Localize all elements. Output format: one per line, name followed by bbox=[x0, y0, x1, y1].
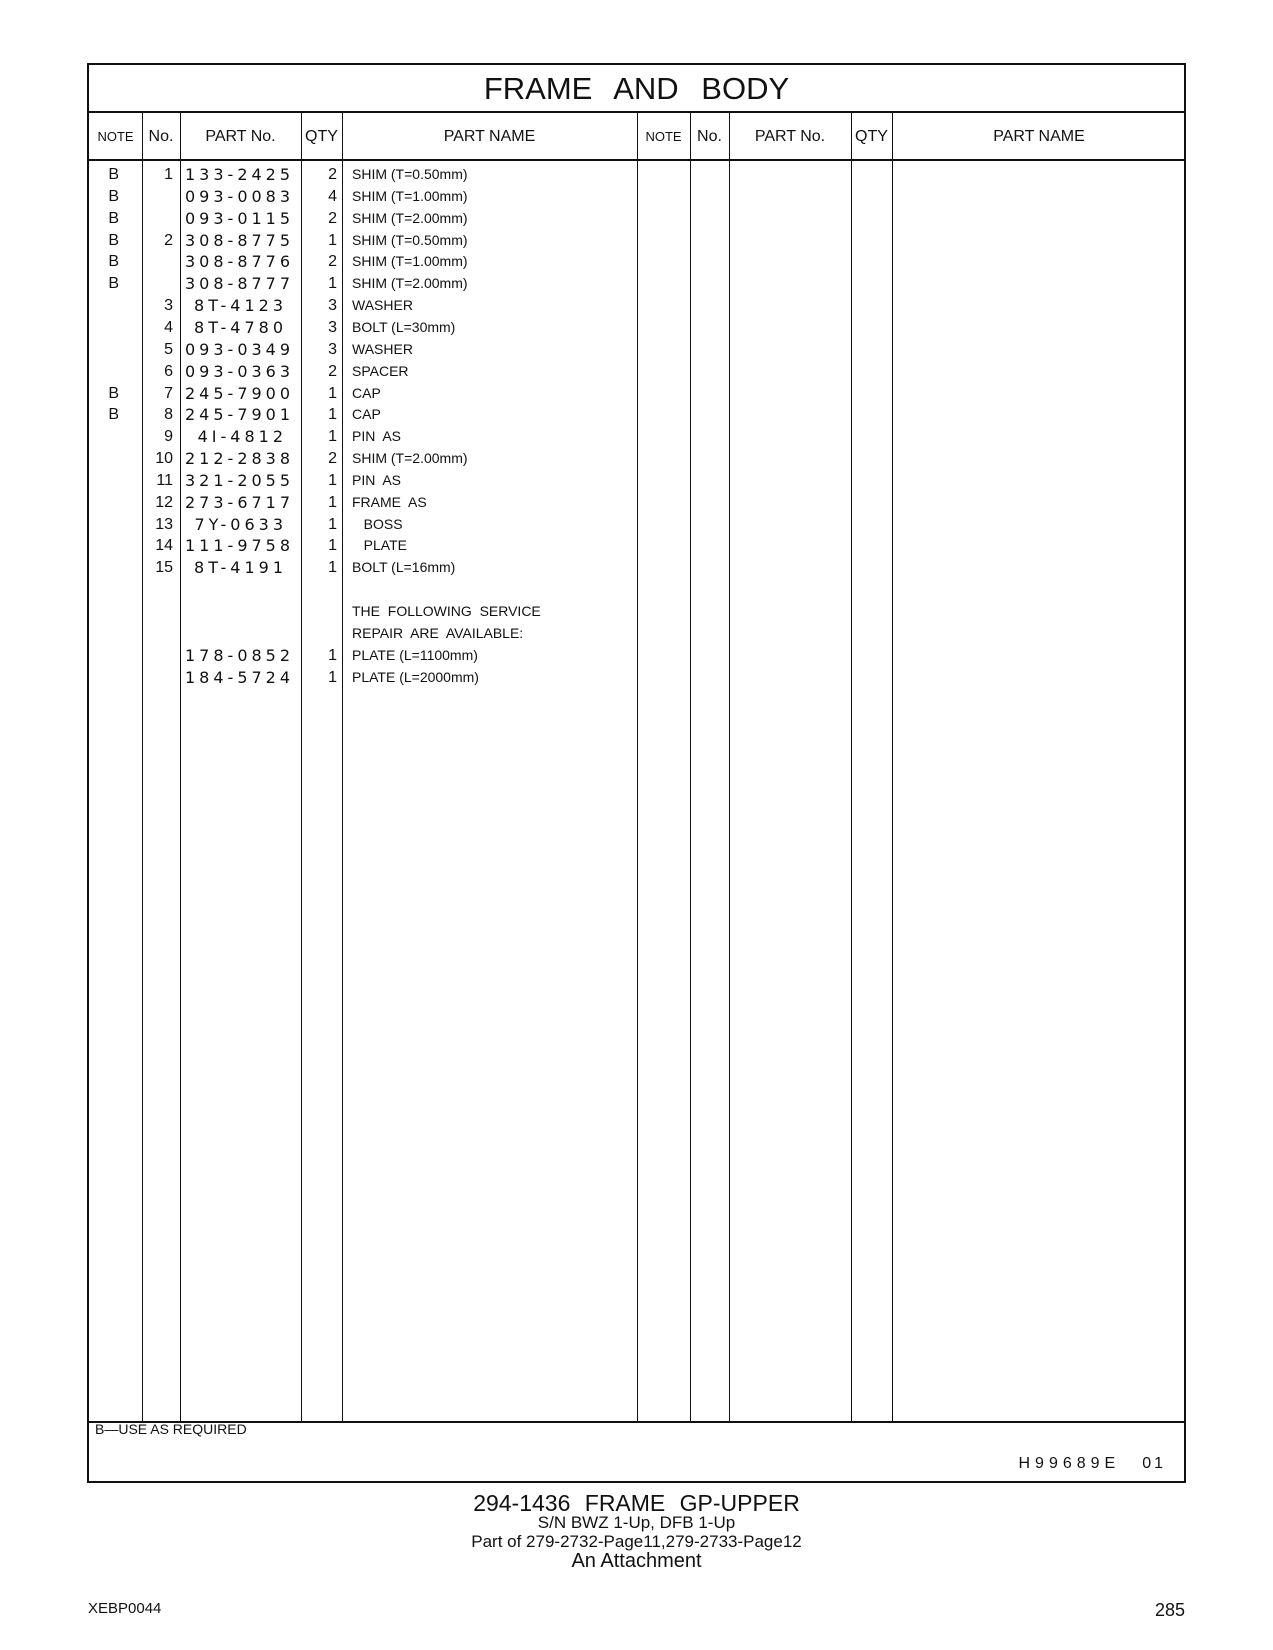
row-part-no: 093-0349 bbox=[185, 340, 295, 359]
row-part-no: 245-7900 bbox=[185, 384, 295, 403]
row-name: CAP bbox=[352, 385, 381, 401]
row-part-no: 133-2425 bbox=[185, 165, 295, 184]
row-name: SHIM (T=1.00mm) bbox=[352, 253, 468, 269]
column-divider bbox=[301, 113, 302, 1423]
row-name: WASHER bbox=[352, 297, 413, 313]
row-qty bbox=[317, 622, 337, 645]
row-qty: 3 bbox=[328, 341, 337, 358]
row-no bbox=[147, 272, 173, 295]
row-name: BOLT (L=16mm) bbox=[352, 559, 456, 575]
row-qty: 1 bbox=[328, 669, 337, 686]
row-part-no: 093-0115 bbox=[185, 209, 295, 228]
drawing-code-number: H99689E bbox=[1018, 1455, 1121, 1472]
row-note bbox=[89, 294, 119, 317]
row-qty: 1 bbox=[328, 647, 337, 664]
column-divider bbox=[342, 113, 343, 1423]
row-name: WASHER bbox=[352, 341, 413, 357]
row-part-no: 178-0852 bbox=[185, 646, 295, 665]
column-divider bbox=[729, 113, 730, 1423]
row-qty: 2 bbox=[328, 450, 337, 467]
footnote: B—USE AS REQUIRED bbox=[95, 1421, 247, 1437]
row-qty: 1 bbox=[328, 494, 337, 511]
page-number: 285 bbox=[1154, 1600, 1185, 1620]
row-part-no: 4I-4812 bbox=[197, 427, 287, 446]
row-note bbox=[89, 491, 119, 514]
document-id: XEBP0044 bbox=[88, 1600, 162, 1617]
row-qty bbox=[317, 578, 337, 601]
row-note bbox=[89, 447, 119, 470]
parts-table-frame bbox=[87, 63, 1186, 1483]
column-divider bbox=[180, 113, 181, 1423]
row-part-no: 273-6717 bbox=[185, 493, 295, 512]
row-note bbox=[89, 556, 119, 579]
row-no: 6 bbox=[164, 363, 173, 380]
row-part-no: 7Y-0633 bbox=[194, 515, 287, 534]
row-note bbox=[89, 534, 119, 557]
row-note bbox=[89, 666, 119, 689]
drawing-code bbox=[1018, 1455, 1166, 1473]
row-part-no: 8T-4780 bbox=[194, 318, 287, 337]
row-no: 11 bbox=[156, 472, 173, 489]
row-note: B bbox=[108, 188, 119, 205]
row-qty: 1 bbox=[328, 275, 337, 292]
row-no bbox=[147, 250, 173, 273]
row-qty: 3 bbox=[328, 319, 337, 336]
header-no: No. bbox=[148, 128, 174, 145]
column-divider bbox=[892, 113, 893, 1423]
drawing-revision: 01 bbox=[1142, 1455, 1166, 1472]
row-no bbox=[147, 600, 173, 623]
row-part-no: 308-8777 bbox=[185, 274, 295, 293]
row-part-no: 093-0363 bbox=[185, 362, 295, 381]
row-part-no bbox=[185, 622, 287, 645]
row-name: SHIM (T=0.50mm) bbox=[352, 232, 468, 248]
row-no: 15 bbox=[155, 559, 173, 576]
row-part-no: 111-9758 bbox=[185, 536, 295, 555]
row-no: 1 bbox=[164, 166, 173, 183]
row-no: 14 bbox=[155, 537, 173, 554]
row-name: PLATE (L=2000mm) bbox=[352, 669, 479, 685]
caption-serial: S/N BWZ 1-Up, DFB 1-Up bbox=[537, 1513, 736, 1532]
row-no bbox=[147, 644, 173, 667]
row-name: SHIM (T=2.00mm) bbox=[352, 275, 468, 291]
row-part-no bbox=[185, 578, 287, 601]
header-no-right: No. bbox=[697, 128, 722, 145]
row-qty: 1 bbox=[328, 559, 337, 576]
row-name: SHIM (T=2.00mm) bbox=[352, 210, 468, 226]
row-note: B bbox=[108, 166, 119, 183]
row-qty bbox=[317, 600, 337, 623]
row-no: 4 bbox=[164, 319, 173, 336]
caption-title: 294-1436 FRAME GP-UPPER bbox=[473, 1490, 800, 1516]
row-no bbox=[147, 578, 173, 601]
row-note bbox=[89, 469, 119, 492]
column-divider bbox=[690, 113, 691, 1423]
row-no: 13 bbox=[155, 516, 173, 533]
row-name: PLATE (L=1100mm) bbox=[352, 647, 478, 663]
header-note: NOTE bbox=[97, 129, 134, 144]
row-note: B bbox=[108, 253, 119, 270]
row-no: 9 bbox=[164, 428, 173, 445]
row-part-no: 308-8775 bbox=[185, 231, 295, 250]
row-name: BOSS bbox=[352, 516, 403, 532]
row-note bbox=[89, 360, 119, 383]
row-qty: 2 bbox=[328, 210, 337, 227]
row-note bbox=[89, 338, 119, 361]
row-part-no: 8T-4123 bbox=[194, 296, 287, 315]
row-part-no: 321-2055 bbox=[185, 471, 295, 490]
row-qty: 1 bbox=[328, 472, 337, 489]
row-qty: 1 bbox=[328, 232, 337, 249]
row-no: 3 bbox=[164, 297, 173, 314]
row-note bbox=[89, 644, 119, 667]
column-divider bbox=[142, 113, 143, 1423]
row-qty: 2 bbox=[328, 166, 337, 183]
row-part-no: 093-0083 bbox=[185, 187, 295, 206]
row-part-no bbox=[185, 600, 287, 623]
footer-divider bbox=[89, 1421, 1184, 1423]
row-name: REPAIR ARE AVAILABLE: bbox=[352, 625, 524, 641]
header-qty: QTY bbox=[305, 128, 338, 145]
row-note bbox=[89, 513, 119, 536]
row-qty: 2 bbox=[328, 253, 337, 270]
column-divider bbox=[637, 113, 638, 1423]
row-no: 8 bbox=[164, 406, 173, 423]
row-note: B bbox=[108, 232, 119, 249]
row-part-no: 308-8776 bbox=[185, 252, 295, 271]
row-note: B bbox=[108, 275, 119, 292]
row-name: THE FOLLOWING SERVICE bbox=[352, 603, 541, 619]
row-no: 10 bbox=[155, 450, 173, 467]
header-part-no-right: PART No. bbox=[754, 128, 826, 145]
row-name: SHIM (T=0.50mm) bbox=[352, 166, 468, 182]
row-qty: 3 bbox=[328, 297, 337, 314]
row-name: FRAME AS bbox=[352, 494, 427, 510]
row-note bbox=[89, 600, 119, 623]
row-no bbox=[147, 207, 173, 230]
row-part-no: 8T-4191 bbox=[194, 558, 287, 577]
row-name: BOLT (L=30mm) bbox=[352, 319, 456, 335]
row-qty: 2 bbox=[328, 363, 337, 380]
row-name: PIN AS bbox=[352, 428, 402, 444]
row-qty: 1 bbox=[328, 428, 337, 445]
row-note: B bbox=[108, 406, 119, 423]
row-no bbox=[147, 666, 173, 689]
row-note: B bbox=[108, 385, 119, 402]
row-part-no: 184-5724 bbox=[185, 668, 295, 687]
row-no bbox=[147, 622, 173, 645]
header-part-name-right: PART NAME bbox=[993, 128, 1085, 145]
row-name: CAP bbox=[352, 406, 381, 422]
row-qty: 1 bbox=[328, 406, 337, 423]
row-name: PLATE bbox=[352, 537, 407, 553]
table-title: FRAME AND BODY bbox=[89, 65, 1184, 113]
header-part-no: PART No. bbox=[205, 128, 276, 145]
row-note bbox=[89, 622, 119, 645]
row-note bbox=[89, 425, 119, 448]
row-part-no: 212-2838 bbox=[185, 449, 295, 468]
row-qty: 4 bbox=[328, 188, 337, 205]
caption-attachment: An Attachment bbox=[571, 1550, 702, 1572]
row-name: SHIM (T=2.00mm) bbox=[352, 450, 468, 466]
caption-part-of: Part of 279-2732-Page11,279-2733-Page12 bbox=[471, 1532, 802, 1551]
row-note bbox=[89, 578, 119, 601]
row-part-no: 245-7901 bbox=[185, 405, 295, 424]
column-divider bbox=[851, 113, 852, 1423]
row-no: 2 bbox=[164, 232, 173, 249]
row-note: B bbox=[108, 210, 119, 227]
header-part-name: PART NAME bbox=[443, 128, 536, 145]
row-note bbox=[89, 316, 119, 339]
header-note-right: NOTE bbox=[645, 129, 682, 144]
row-qty: 1 bbox=[328, 516, 337, 533]
row-name: SHIM (T=1.00mm) bbox=[352, 188, 468, 204]
row-name: PIN AS bbox=[352, 472, 402, 488]
header-qty-right: QTY bbox=[855, 128, 888, 145]
row-no bbox=[147, 185, 173, 208]
row-no: 5 bbox=[164, 341, 173, 358]
row-no: 12 bbox=[155, 494, 173, 511]
row-qty: 1 bbox=[328, 385, 337, 402]
row-qty: 1 bbox=[328, 537, 337, 554]
row-no: 7 bbox=[164, 385, 173, 402]
row-name: SPACER bbox=[352, 363, 409, 379]
